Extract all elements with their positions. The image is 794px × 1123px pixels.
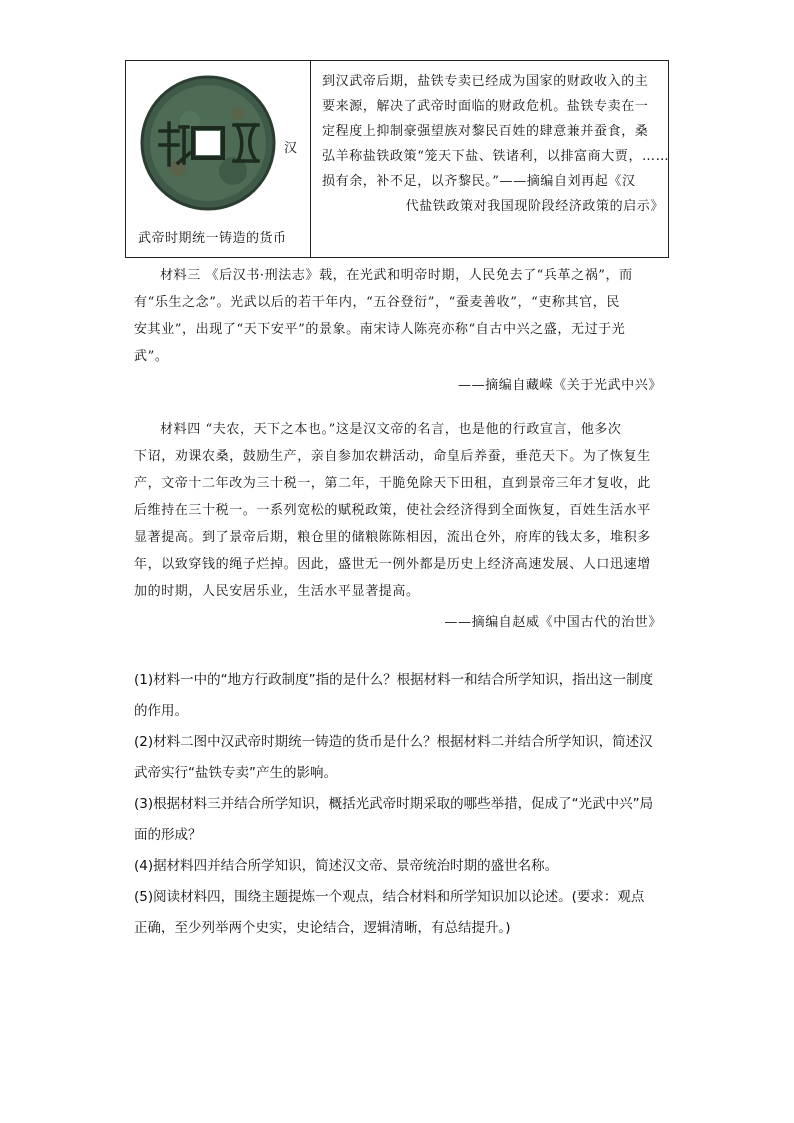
table-side-character: 汉: [284, 141, 298, 156]
question-line: 面的形成？: [134, 827, 202, 843]
question-line: 正确，至少列举两个史实，史论结合，逻辑清晰，有总结提升。): [134, 920, 511, 936]
material-table: [125, 60, 669, 258]
material4-line: 产，文帝十二年改为三十税一，第二年，干脆免除天下田租，直到景帝三年才复收，此: [134, 476, 651, 491]
question-line: 的作用。: [134, 703, 188, 719]
material4-line: 下诏，劝课农桑，鼓励生产，亲自参加农耕活动，命皇后养蚕，垂范天下。为了恢复生: [134, 449, 651, 464]
material2-text: [322, 69, 670, 219]
material2-line: 定程度上抑制豪强望族对黎民百姓的肆意兼并蚕食，桑: [322, 124, 649, 139]
question-line: (5)阅读材料四，围绕主题提炼一个观点，结合材料和所学知识加以论述。(要求：观点: [134, 889, 645, 905]
material3-line: 武”。: [134, 349, 169, 364]
material3-line: 安其业”，出现了“天下安平”的景象。南宋诗人陈亮亦称“自古中兴之盛，无过于光: [134, 322, 626, 337]
wuzhu-coin-icon: [138, 73, 278, 213]
material4-line: 后维持在三十税一。一系列宽松的赋税政策，使社会经济得到全面恢复，百姓生活水平: [134, 503, 651, 518]
material4-line: 加的时期，人民安居乐业，生活水平显著提高。: [134, 584, 420, 599]
material2-line: 代盐铁政策对我国现阶段经济政策的启示》: [405, 199, 664, 214]
coin-image: [138, 73, 278, 213]
material2-line: 弘羊称盐铁政策“笼天下盐、铁诸利，以排富商大贾，……: [322, 149, 670, 164]
question-line: (1)材料一中的“地方行政制度”指的是什么？根据材料一和结合所学知识，指出这一制度: [134, 672, 654, 688]
material3-line: 材料三 《后汉书·刑法志》载，在光武和明帝时期，人民免去了“兵革之祸”，而: [160, 268, 633, 283]
material4-source: ——摘编自赵威《中国古代的治世》: [444, 615, 662, 630]
material4-paragraph: [134, 416, 662, 636]
material2-line: 损有余，补不足，以齐黎民。”——摘编自刘再起《汉: [322, 174, 636, 189]
material4-line: 材料四 “夫农，天下之本也。”这是汉文帝的名言，也是他的行政宣言，他多次: [160, 422, 622, 437]
question-line: 武帝实行“盐铁专卖”产生的影响。: [134, 765, 337, 781]
material2-line: 要来源，解决了武帝时面临的财政危机。盐铁专卖在一: [322, 99, 649, 114]
coin-caption: 武帝时期统一铸造的货币: [138, 231, 287, 246]
question-line: (2)材料二图中汉武帝时期统一铸造的货币是什么？根据材料二并结合所学知识，简述汉: [134, 734, 653, 750]
question-line: (3)根据材料三并结合所学知识，概括光武帝时期采取的哪些举措，促成了“光武中兴”局: [134, 796, 654, 812]
material4-line: 显著提高。到了景帝后期，粮仓里的储粮陈陈相因，流出仓外，府库的钱太多，堆积多: [134, 530, 651, 545]
table-divider: [310, 61, 311, 257]
material3-line: 有“乐生之念”。光武以后的若干年内，“五谷登衍”，“蚕麦善收”，“吏称其官，民: [134, 295, 620, 310]
material3-paragraph: [134, 262, 662, 399]
material3-source: ——摘编自藏嵘《关于光武中兴》: [457, 378, 662, 393]
question-line: (4)据材料四并结合所学知识，简述汉文帝、景帝统治时期的盛世名称。: [134, 858, 559, 874]
material4-line: 年，以致穿钱的绳子烂掉。因此，盛世无一例外都是历史上经济高速发展、人口迅速增: [134, 557, 651, 572]
material2-line: 到汉武帝后期，盐铁专卖已经成为国家的财政收入的主: [322, 74, 649, 89]
questions-list: [134, 665, 662, 944]
